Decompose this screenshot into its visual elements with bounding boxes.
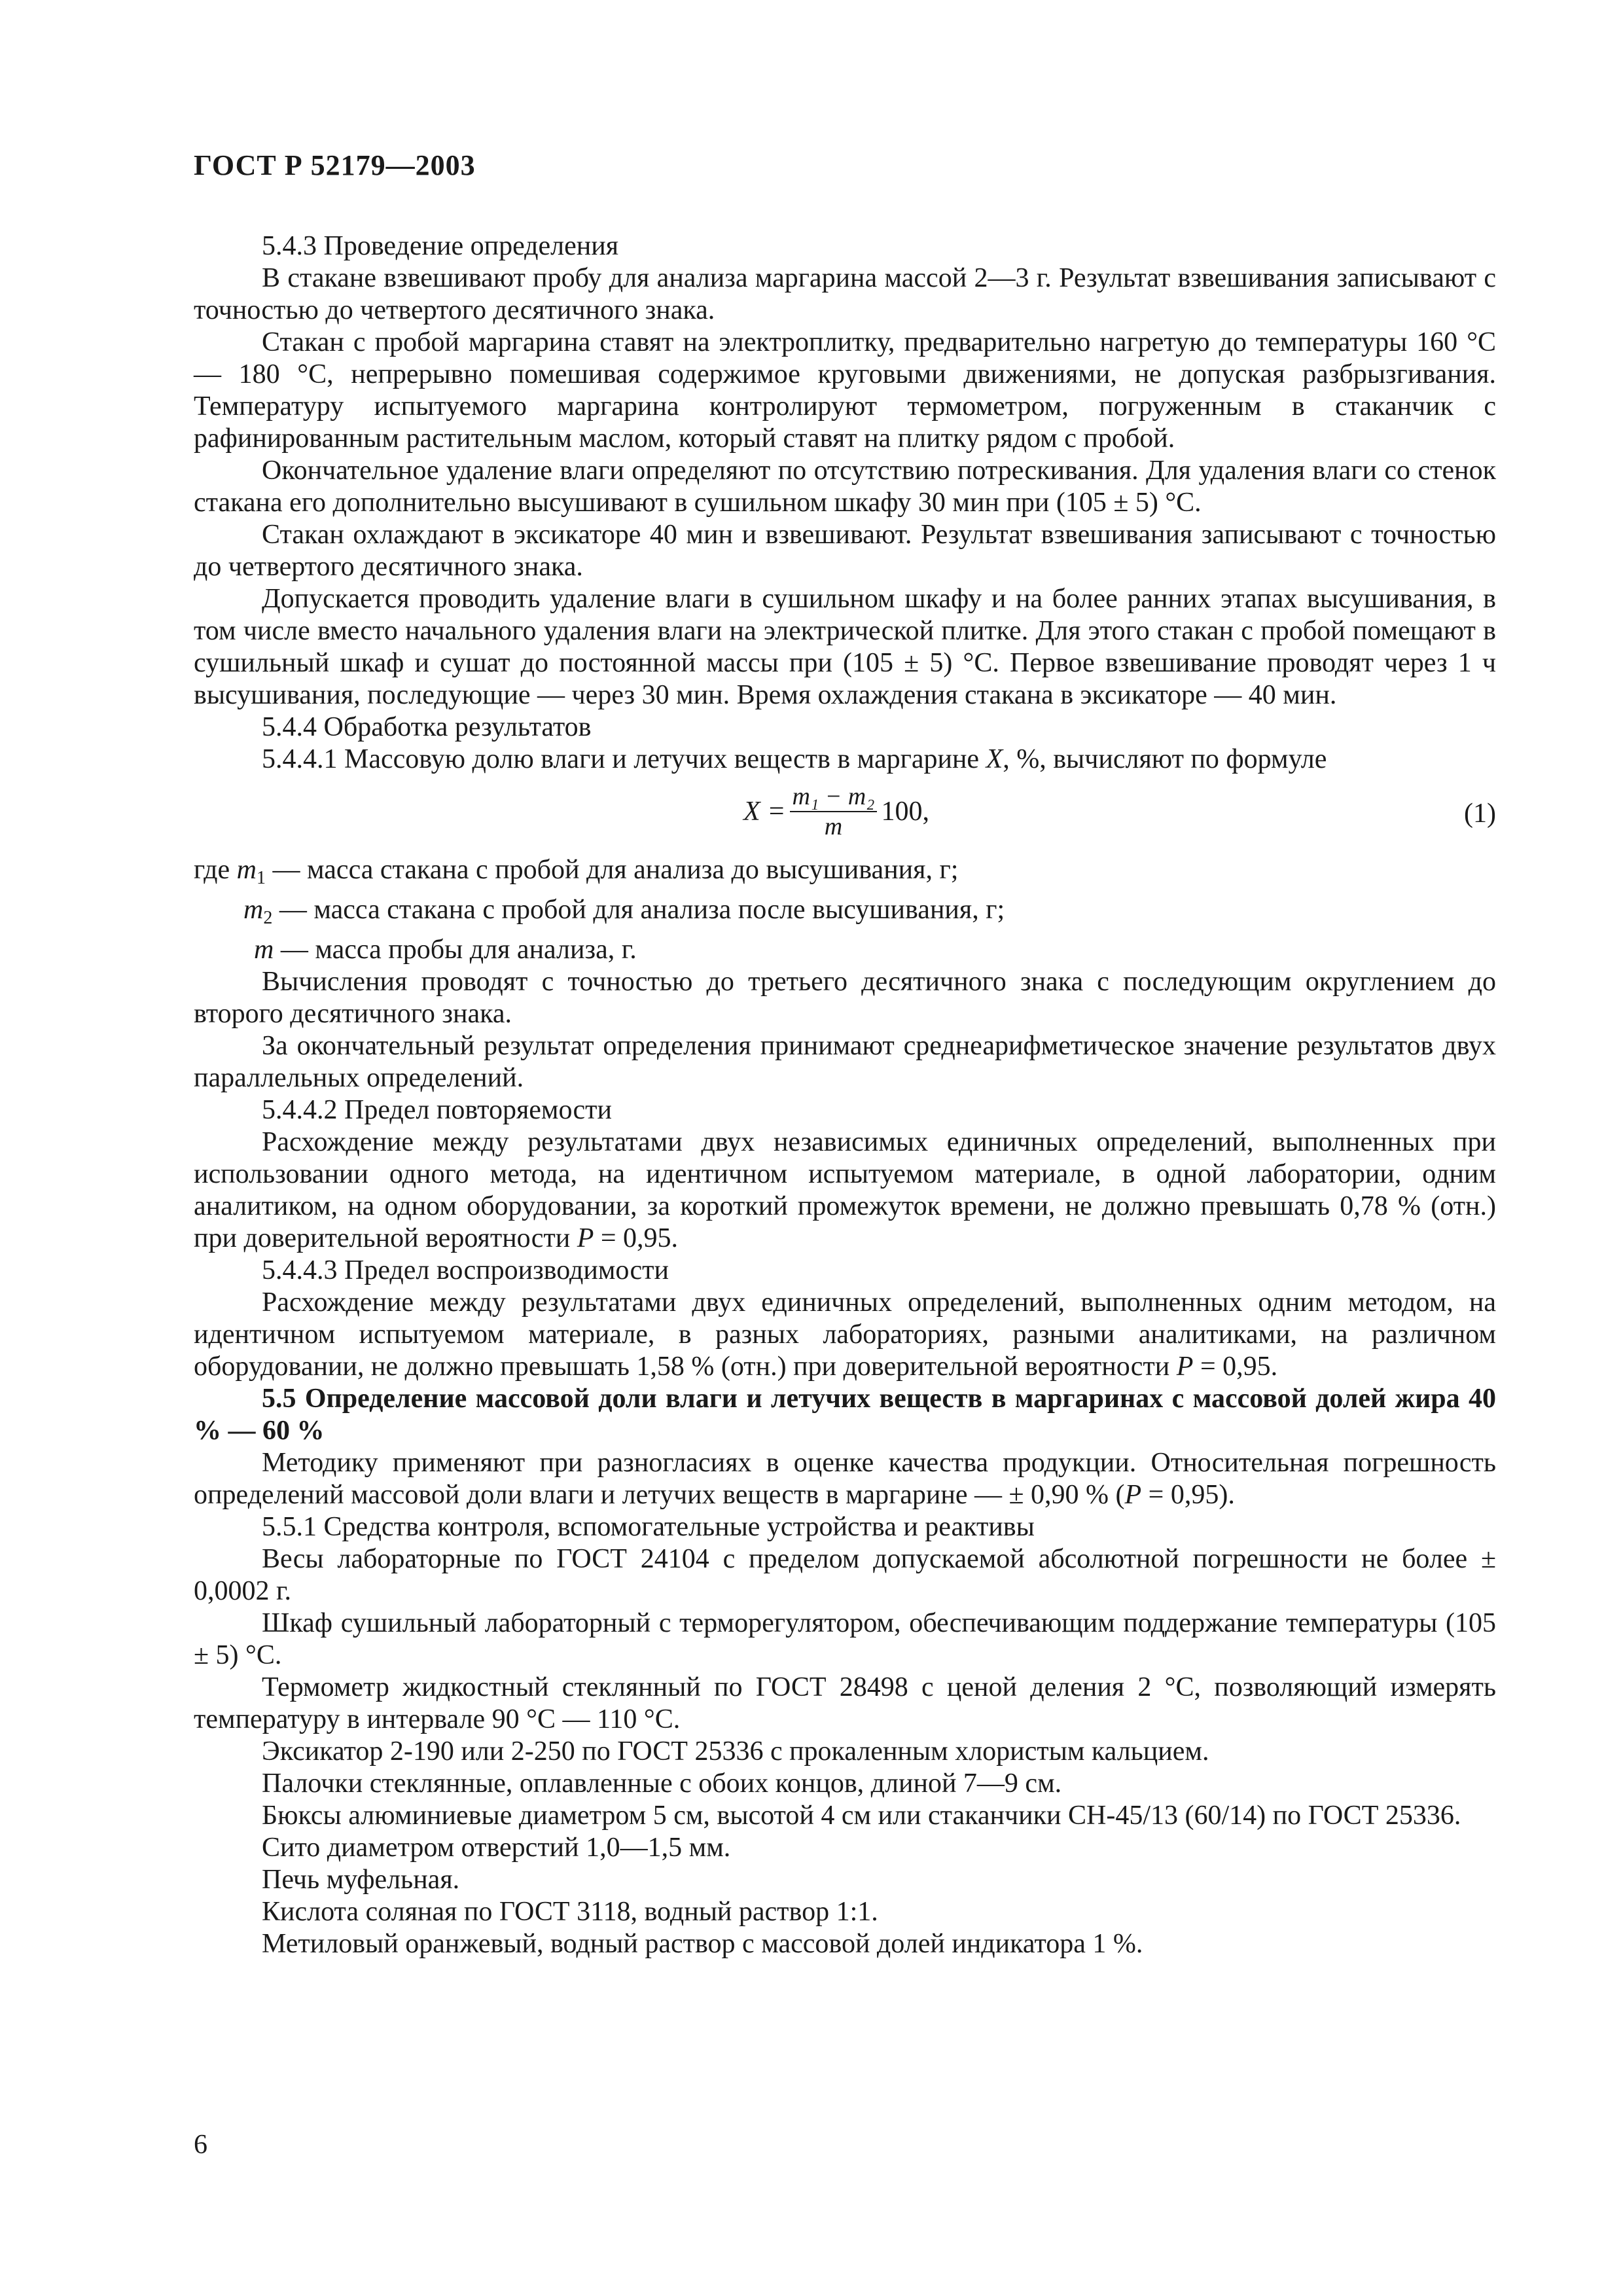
list-paragraph: Палочки стеклянные, оплавленные с обоих концов, длиной 7—9 см. xyxy=(262,1768,1062,1799)
paragraph: В стакане взвешивают пробу для анализа маргарина массой 2—3 г. Результат взвешивания записывают с точностью до четвертого десятичного знака. xyxy=(194,263,1496,325)
page-number: 6 xyxy=(194,2130,207,2160)
where-line: где $m_1$ — масса стакана с пробой для анализа до высушивания, г; xyxy=(194,855,959,888)
formula-numerator: m₁ − m₂ xyxy=(790,782,878,812)
paragraph: Стакан охлаждают в эксикаторе 40 мин и взвешивают. Результат взвешивания записывают с точностью до четвертого десятичного знака. xyxy=(194,520,1496,582)
paragraph: Стакан с пробой маргарина ставят на электроплитку, предварительно нагретую до температуры 160 °С — 180 °С, непрерывно помешивая содержимое круговыми движениями, не допуская разбрызгивания. Температуру испытуемого маргарина контролируют термометром, погруженным в стаканчик с рафинированным растительным маслом, который ставят на плитку рядом с пробой. xyxy=(194,327,1496,454)
list-paragraph: Весы лабораторные по ГОСТ 24104 с пределом допускаемой абсолютной погрешности не более ± 0,0002 г. xyxy=(194,1544,1496,1606)
where-line: $m_2$ — масса стакана с пробой для анализа после высушивания, г; xyxy=(243,895,1005,928)
paragraph: За окончательный результат определения принимают среднеарифметическое значение результатов двух параллельных определений. xyxy=(194,1031,1496,1093)
section-heading-bold: 5.5 Определение массовой доли влаги и летучих веществ в маргаринах с массовой долей жира 40 % — 60 % xyxy=(194,1384,1496,1446)
formula-lhs: X = xyxy=(743,796,786,827)
paragraph: Методику применяют при разногласиях в оценке качества продукции. Относительная погрешность определений массовой доли влаги и летучих веществ в маргарине — ± 0,90 % (P = 0,95). xyxy=(194,1448,1496,1510)
section-heading: 5.4.3 Проведение определения xyxy=(262,231,619,261)
formula-tail: 100, xyxy=(881,796,929,827)
list-paragraph: Шкаф сушильный лабораторный с терморегулятором, обеспечивающим поддержание температуры (105 ± 5) °С. xyxy=(194,1608,1496,1670)
section-heading: 5.4.4 Обработка результатов xyxy=(262,712,592,742)
paragraph: Расхождение между результатами двух независимых единичных определений, выполненных при использовании одного метода, на идентичном испытуемом материале, в одной лаборатории, одним аналитиком, на одном оборудовании, за короткий промежуток времени, не должно превышать 0,78 % (отн.) при доверительной вероятности P = 0,95. xyxy=(194,1127,1496,1253)
formula-fraction xyxy=(790,782,878,841)
list-paragraph: Сито диаметром отверстий 1,0—1,5 мм. xyxy=(262,1833,731,1863)
list-paragraph: Печь муфельная. xyxy=(262,1865,460,1895)
document-header: ГОСТ Р 52179—2003 xyxy=(194,149,476,181)
paragraph: Окончательное удаление влаги определяют по отсутствию потрескивания. Для удаления влаги со стенок стакана его дополнительно высушивают в сушильном шкафу 30 мин при (105 ± 5) °С. xyxy=(194,456,1496,518)
document-body xyxy=(194,230,1496,1960)
list-paragraph: Кислота соляная по ГОСТ 3118, водный раствор 1:1. xyxy=(262,1897,878,1927)
section-heading: 5.4.4.2 Предел повторяемости xyxy=(262,1095,613,1125)
where-line: m — масса пробы для анализа, г. xyxy=(254,935,637,965)
section-heading: 5.5.1 Средства контроля, вспомогательные устройства и реактивы xyxy=(262,1512,1035,1542)
formula xyxy=(743,782,929,841)
list-paragraph: Термометр жидкостный стеклянный по ГОСТ 28498 с ценой деления 2 °С, позволяющий измерять температуру в интервале 90 °С — 110 °С. xyxy=(194,1672,1496,1734)
section-heading: 5.4.4.3 Предел воспроизводимости xyxy=(262,1255,669,1285)
paragraph: Вычисления проводят с точностью до третьего десятичного знака с последующим округлением до второго десятичного знака. xyxy=(194,967,1496,1029)
formula-number: (1) xyxy=(1464,798,1496,829)
paragraph: Расхождение между результатами двух единичных определений, выполненных одним методом, на идентичном испытуемом материале, в разных лабораториях, разными аналитиками, на различном оборудовании, не должно превышать 1,58 % (отн.) при доверительной вероятности P = 0,95. xyxy=(194,1287,1496,1382)
formula-denominator: m xyxy=(824,813,843,840)
list-paragraph: Метиловый оранжевый, водный раствор с массовой долей индикатора 1 %. xyxy=(262,1929,1143,1959)
formula-block xyxy=(194,780,1496,850)
paragraph: 5.4.4.1 Массовую долю влаги и летучих веществ в маргарине X, %, вычисляют по формуле xyxy=(262,744,1327,774)
list-paragraph: Эксикатор 2-190 или 2-250 по ГОСТ 25336 с прокаленным хлористым кальцием. xyxy=(262,1736,1209,1767)
paragraph: Допускается проводить удаление влаги в сушильном шкафу и на более ранних этапах высушивания, в том числе вместо начального удаления влаги на электрической плитке. Для этого стакан с пробой помещают в сушильный шкаф и сушат до постоянной массы при (105 ± 5) °С. Первое взвешивание проводят через 1 ч высушивания, последующие — через 30 мин. Время охлаждения стакана в эксикаторе — 40 мин. xyxy=(194,584,1496,710)
list-paragraph: Бюксы алюминиевые диаметром 5 см, высотой 4 см или стаканчики СН-45/13 (60/14) по ГОСТ 25336. xyxy=(262,1801,1461,1831)
